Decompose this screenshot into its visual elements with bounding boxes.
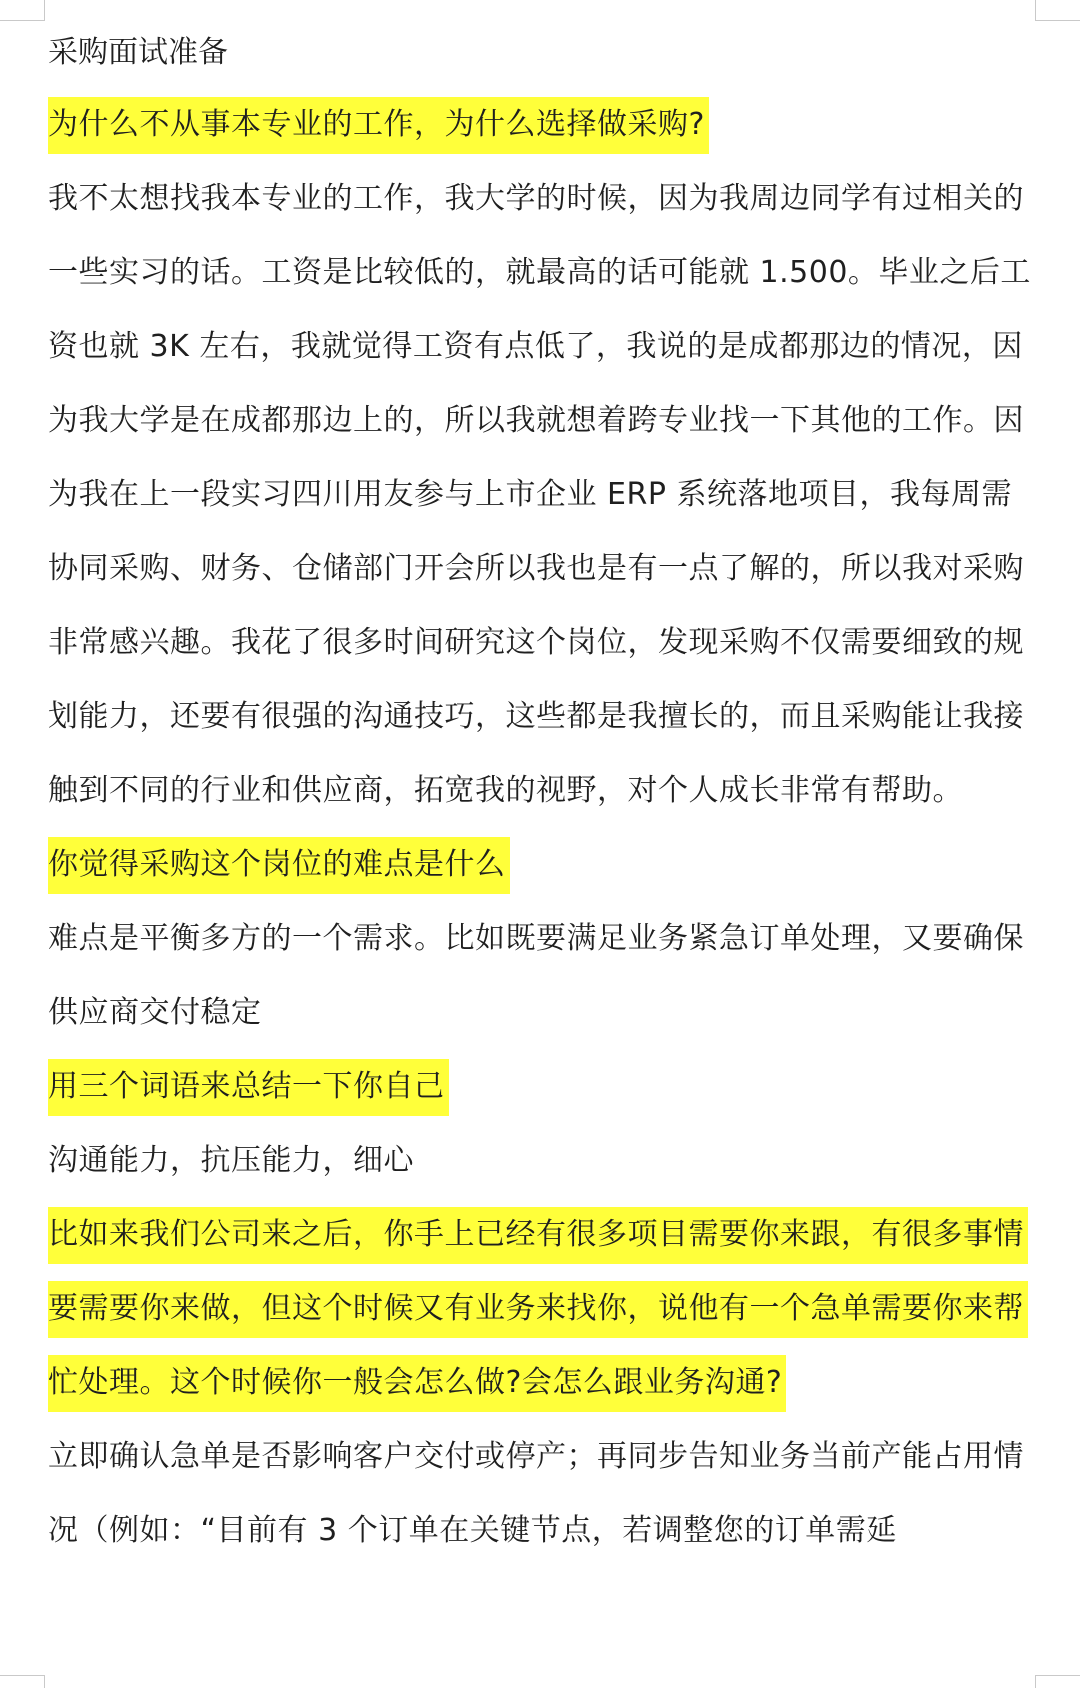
document-title: 采购面试准备	[48, 35, 228, 70]
answer-4: 立即确认急单是否影响客户交付或停产；再同步告知业务当前产能占用情况（例如：“目前有 3 个订单在关键节点，若调整您的订单需延	[48, 1439, 1024, 1548]
question-2	[48, 828, 1038, 902]
question-4	[48, 1198, 1038, 1420]
page-corner-mark-top-left	[0, 0, 45, 21]
question-3	[48, 1050, 1038, 1124]
answer-2: 难点是平衡多方的一个需求。比如既要满足业务紧急订单处理，又要确保供应商交付稳定	[48, 921, 1024, 1030]
question-3-highlight: 用三个词语来总结一下你自己	[48, 1059, 449, 1116]
answer-1: 我不太想找我本专业的工作，我大学的时候，因为我周边同学有过相关的一些实习的话。工资是比较低的，就最高的话可能就 1.500。毕业之后工资也就 3K 左右，我就觉得工资有点低了，我说的是成都那边的情况，因为我大学是在成都那边上的，所以我就想着跨专业找一下其他的工作。因为我在上一段实习四川用友参与上市企业 ERP 系统落地项目，我每周需协同采购、财务、仓储部门开会所以我也是有一点了解的，所以我对采购非常感兴趣。我花了很多时间研究这个岗位，发现采购不仅需要细致的规划能力，还要有很强的沟通技巧，这些都是我擅长的，而且采购能让我接触到不同的行业和供应商，拓宽我的视野，对个人成长非常有帮助。	[48, 181, 1031, 808]
answer-3: 沟通能力，抗压能力，细心	[48, 1143, 414, 1178]
question-1	[48, 88, 1038, 162]
page-corner-mark-bottom-left	[0, 1675, 45, 1688]
page-corner-mark-top-right	[1035, 0, 1080, 21]
question-1-highlight: 为什么不从事本专业的工作，为什么选择做采购?	[48, 97, 709, 154]
page-corner-mark-bottom-right	[1035, 1675, 1080, 1688]
question-2-highlight: 你觉得采购这个岗位的难点是什么	[48, 837, 510, 894]
document-body	[48, 26, 1038, 1568]
question-4-highlight: 比如来我们公司来之后，你手上已经有很多项目需要你来跟，有很多事情要需要你来做，但这个时候又有业务来找你，说他有一个急单需要你来帮忙处理。这个时候你一般会怎么做?会怎么跟业务沟通?	[48, 1207, 1028, 1412]
